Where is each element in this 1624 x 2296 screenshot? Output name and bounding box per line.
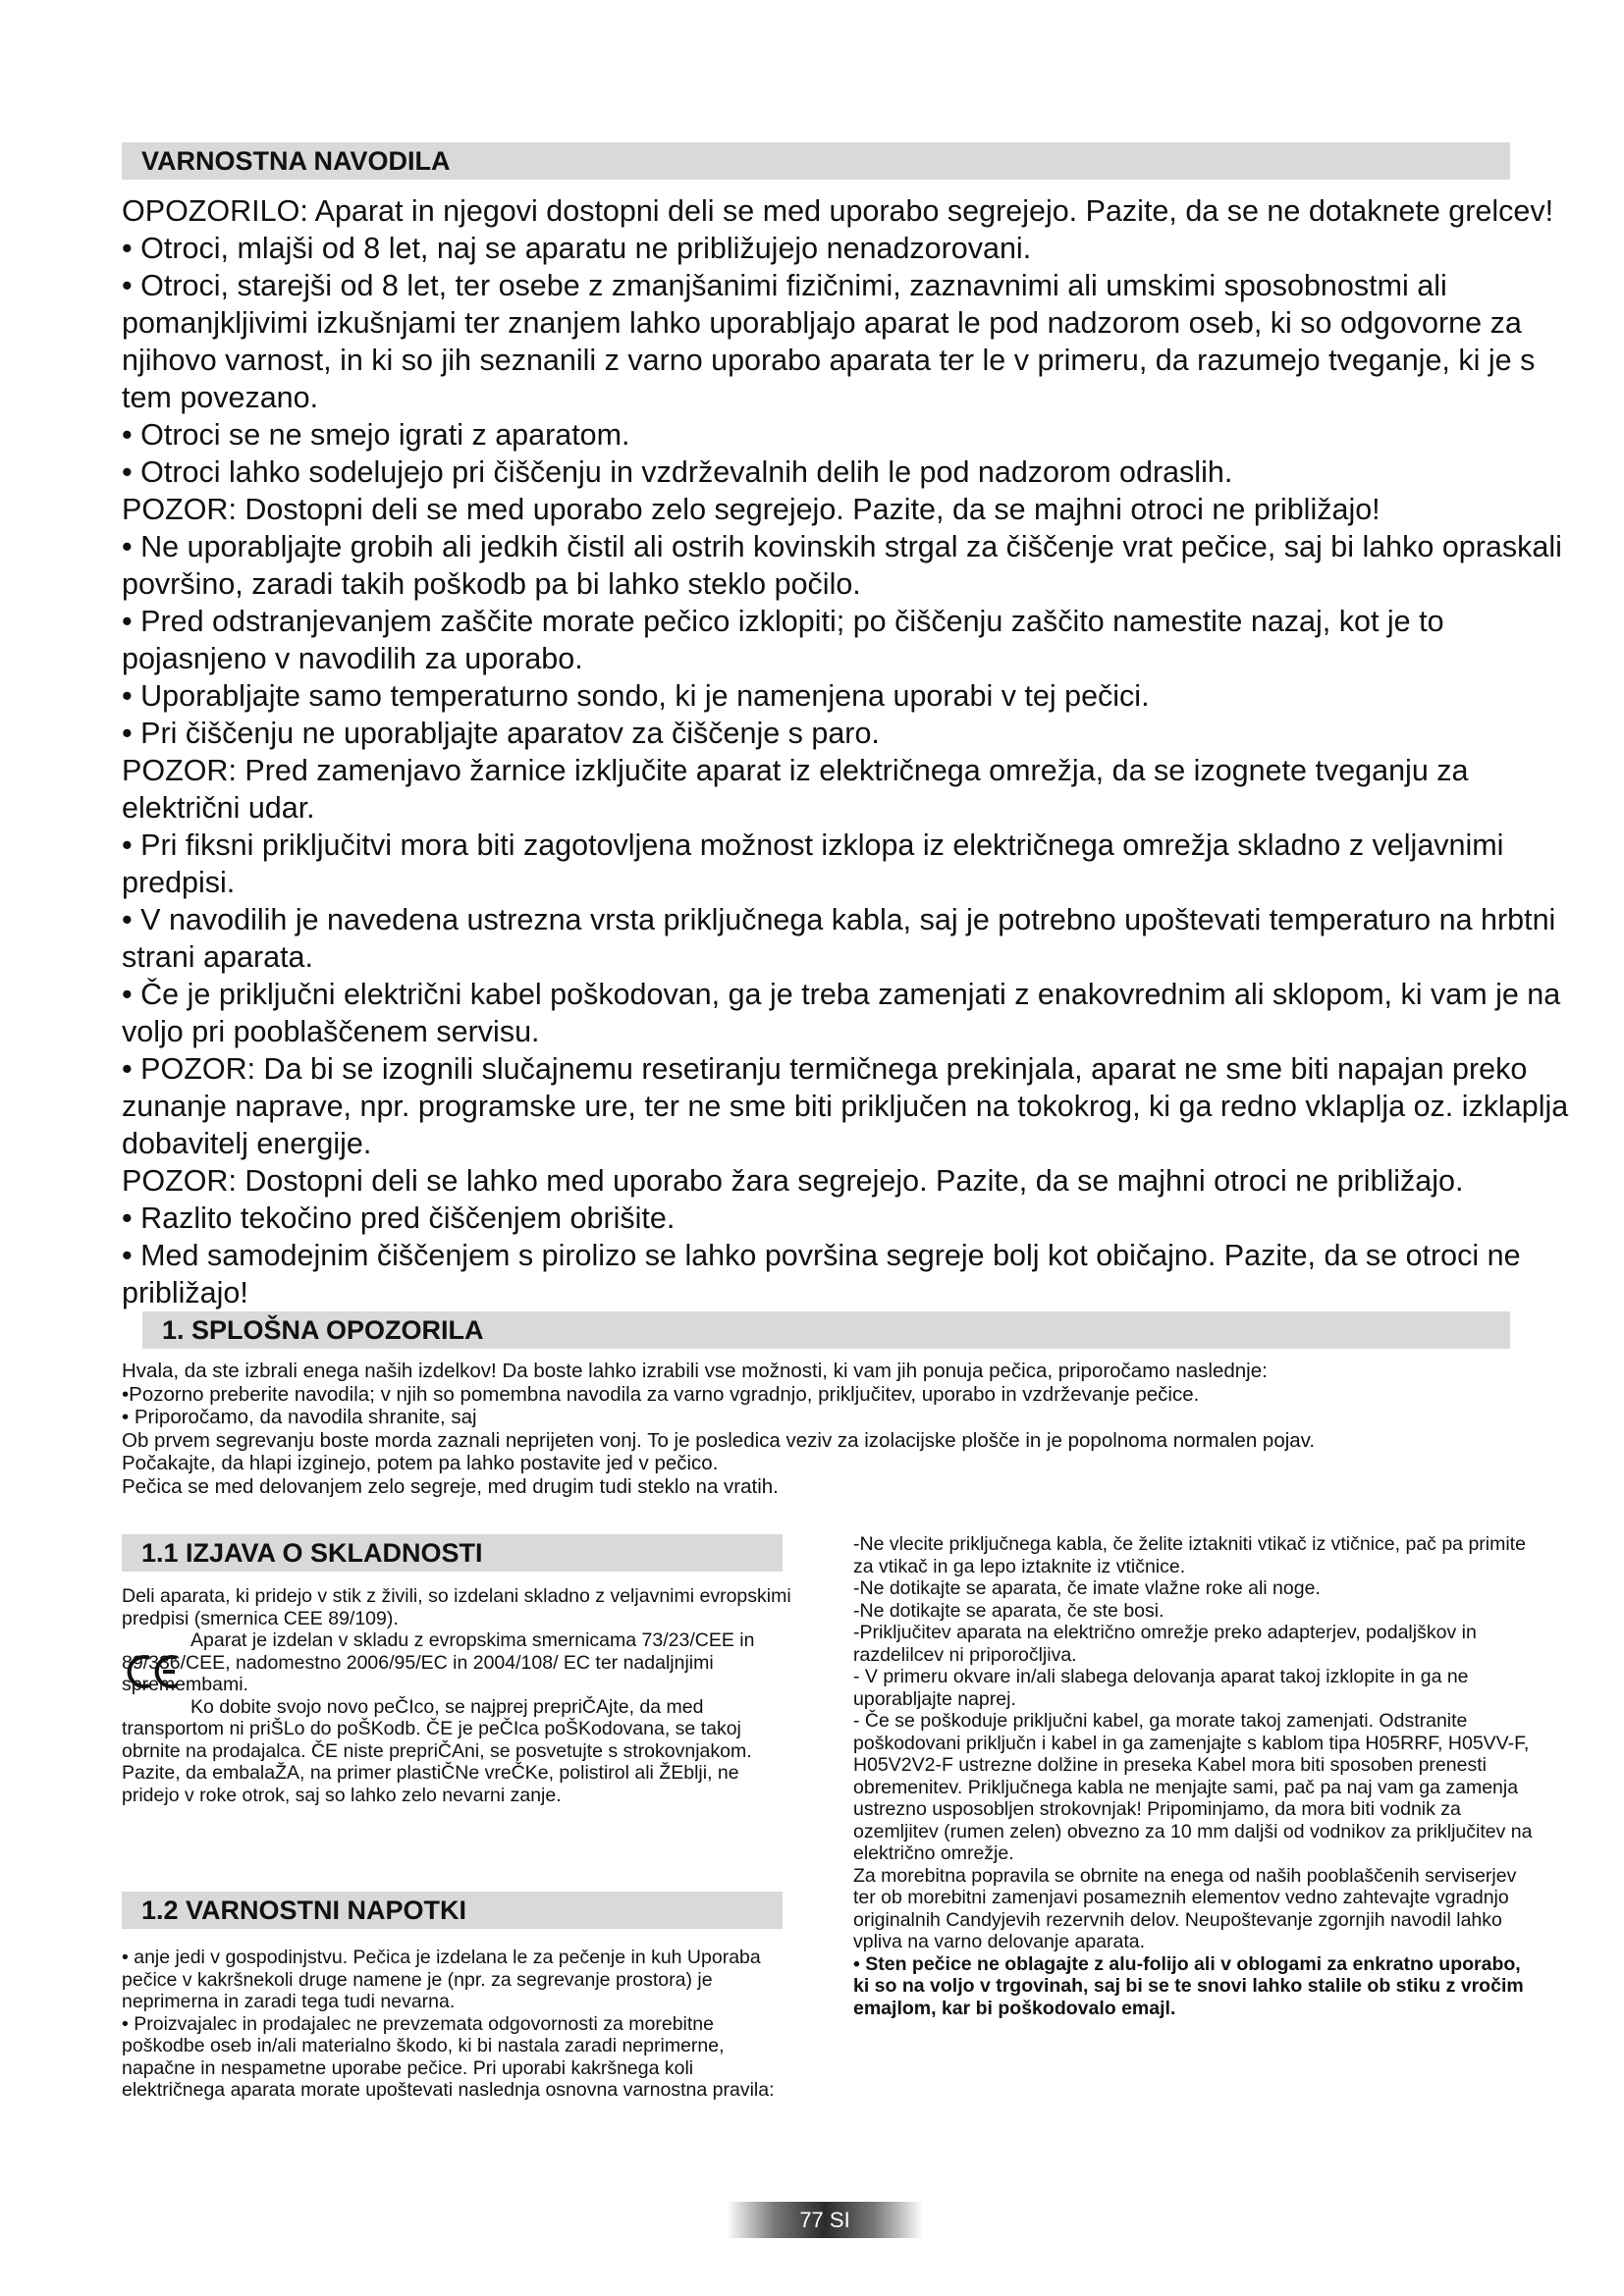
conformity-paragraph: Aparat je izdelan v skladu z evropskima smernicama 73/23/CEE in 89/336/CEE, nadomestno 2006/95/EC in 2004/108/ EC ter nadaljnjimi spremembami. [122, 1629, 755, 1695]
general-warning-line: •Pozorno preberite navodila; v njih so pomembna navodila za varno vgradnjo, priključitev, uporabo in vzdrževanje pečice. [122, 1382, 1200, 1406]
section-header-general-warnings: 1. SPLOŠNA OPOZORILA [142, 1311, 1510, 1349]
safety-paragraph: OPOZORILO: Aparat in njegovi dostopni deli se med uporabo segrejejo. Pazite, da se ne dotaknete grelcev! [122, 194, 1554, 228]
conformity-paragraph: Deli aparata, ki pridejo v stik z živili, so izdelani skladno z veljavnimi evropskimi predpisi (smernica CEE 89/109). [122, 1585, 791, 1629]
safety-tip-paragraph: • anje jedi v gospodinjstvu. Pečica je izdelana le za pečenje in kuh Uporaba pečice v kakršnekoli druge namene je (npr. za segrevanje prostora) je neprimerna in zaradi tega tudi nevarna. [122, 1947, 761, 2012]
general-warning-line: Ob prvem segrevanju boste morda zaznali neprijeten vonj. To je posledica veziv za izolacijske plošče in je popolnoma normalen pojav. [122, 1428, 1316, 1452]
section-header-conformity: 1.1 IZJAVA O SKLADNOSTI [122, 1534, 783, 1572]
conformity-paragraph: Ko dobite svojo novo peČIco, se najprej prepriČAjte, da med transportom ni priŠLo do poŠKodb. ČE je peČIca poŠKodovana, se takoj obrnite na prodajalca. ČE niste prepriČAni, se posvetujte s strokovnjakom. Pazite, da embalaŽA, na primer plastiČNe vreČKe, polistirol ali ŽEblji, ne pridejo v roke otrok, saj so lahko zelo nevarni zanje. [122, 1695, 752, 1806]
section-header-safety: VARNOSTNA NAVODILA [122, 142, 1510, 180]
safety-paragraph: • Uporabljajte samo temperaturno sondo, ki je namenjena uporabi v tej pečici. [122, 679, 1150, 713]
safety-paragraph: POZOR: Dostopni deli se lahko med uporabo žara segrejejo. Pazite, da se majhni otroci ne približajo. [122, 1164, 1464, 1198]
safety-tips-block [122, 1947, 799, 2102]
safety-paragraph: • Razlito tekočino pred čiščenjem obrišite. [122, 1201, 676, 1235]
safety-instructions-block [122, 192, 1575, 1311]
safety-paragraph: • Med samodejnim čiščenjem s pirolizo se lahko površina segreje bolj kot običajno. Pazite, da se otroci ne približajo! [122, 1239, 1521, 1309]
conformity-block [122, 1585, 799, 1806]
safety-paragraph: • Pri čiščenju ne uporabljajte aparatov za čiščenje s paro. [122, 717, 880, 750]
rule-paragraph: -Priključitev aparata na električno omrežje preko adapterjev, podaljškov in razdelilcev ni priporočljiva. [853, 1622, 1477, 1666]
rule-paragraph: -Ne dotikajte se aparata, če ste bosi. [853, 1599, 1164, 1622]
safety-paragraph: • Otroci, starejši od 8 let, ter osebe z zmanjšanimi fizičnimi, zaznavnimi ali umskimi sposobnostmi ali pomanjkljivimi izkušnjami ter znanjem lahko uporabljajo aparat le pod nadzorom oseb, ki so odgovorne za njihovo varnost, in ki so jih seznanili z varno uporabo aparata ter le v primeru, da razumejo tveganje, ki je s tem povezano. [122, 269, 1536, 414]
rule-paragraph: -Ne dotikajte se aparata, če imate vlažne roke ali noge. [853, 1577, 1321, 1599]
page-number: 77 SI [799, 2208, 850, 2232]
ce-mark-icon [126, 1652, 185, 1691]
general-warning-line: • Priporočamo, da navodila shranite, saj [122, 1406, 477, 1428]
safety-paragraph: • Otroci se ne smejo igrati z aparatom. [122, 418, 630, 452]
safety-paragraph: • Če je priključni električni kabel poškodovan, ga je treba zamenjati z enakovrednim ali sklopom, ki vam je na voljo pri pooblaščenem servisu. [122, 978, 1561, 1048]
safety-paragraph: POZOR: Pred zamenjavo žarnice izključite aparat iz električnega omrežja, da se izognete tveganju za električni udar. [122, 754, 1469, 825]
safety-paragraph: POZOR: Dostopni deli se med uporabo zelo segrejejo. Pazite, da se majhni otroci ne približajo! [122, 493, 1380, 526]
safety-paragraph: • Pri fiksni priključitvi mora biti zagotovljena možnost izklopa iz električnega omrežja skladno z veljavnimi predpisi. [122, 828, 1504, 899]
safety-paragraph: • Pred odstranjevanjem zaščite morate pečico izklopiti; po čiščenju zaščito namestite nazaj, kot je to pojasnjeno v navodilih za uporabo. [122, 605, 1444, 675]
right-column-rules [853, 1533, 1541, 2019]
safety-tip-paragraph: • Proizvajalec in prodajalec ne prevzemata odgovornosti za morebitne poškodbe oseb in/ali materialno škodo, ki bi nastala zaradi neprimerne, napačne in nespametne uporabe pečice. Pri uporabi kakršnega koli električnega aparata morate upoštevati naslednja osnovna varnostna pravila: [122, 2012, 775, 2101]
bold-warning-paragraph: • Sten pečice ne oblagajte z alu-folijo ali v oblogami za enkratno uporabo, ki so na voljo v trgovinah, saj bi se te snovi lahko stalile ob stiku z vročim emajlom, kar bi poškodovalo emajl. [853, 1952, 1524, 2019]
safety-paragraph: • Otroci lahko sodelujejo pri čiščenju in vzdrževalnih delih le pod nadzorom odraslih. [122, 455, 1233, 489]
general-warning-line: Hvala, da ste izbrali enega naših izdelkov! Da boste lahko izrabili vse možnosti, ki vam jih ponuja pečica, priporočamo naslednje: [122, 1360, 1268, 1382]
general-warnings-block [122, 1360, 1575, 1498]
safety-paragraph: • Otroci, mlajši od 8 let, naj se aparatu ne približujejo nenadzorovani. [122, 232, 1032, 265]
rule-paragraph: - Če se poškoduje priključni kabel, ga morate takoj zamenjati. Odstranite poškodovani priključn i kabel in ga zamenjajte s kablom tipa H05RRF, H05VV-F, H05V2V2-F ustrezne dolžine in preseka Kabel mora biti sposoben prenesti obremenitev. Priključnega kabla ne menjajte sami, pač pa naj vam ga zamenja ustrezno usposobljen strokovnjak! Pripominjamo, da mora biti vodnik za ozemljitev (rumen zelen) obvezno za 10 mm daljši od vodnikov za priključitev na električno omrežje. [853, 1710, 1533, 1864]
section-header-safety-tips: 1.2 VARNOSTNI NAPOTKI [122, 1892, 783, 1929]
safety-paragraph: • V navodilih je navedena ustrezna vrsta priključnega kabla, saj je potrebno upoštevati temperaturo na hrbtni strani aparata. [122, 903, 1556, 974]
rule-paragraph: Za morebitna popravila se obrnite na enega od naših pooblaščenih serviserjev ter ob morebitni zamenjavi posameznih elementov vedno zahtevajte vgradnjo originalnih Candyjevih rezervnih delov. Neupoštevanje zgornjih navodil lahko vpliva na varno delovanje aparata. [853, 1864, 1517, 1952]
rule-paragraph: -Ne vlecite priključnega kabla, če želite iztakniti vtikač iz vtičnice, pač pa primite za vtikač in ga lepo iztaknite iz vtičnice. [853, 1533, 1526, 1577]
general-warning-line: Pečica se med delovanjem zelo segreje, med drugim tudi steklo na vratih. [122, 1474, 779, 1498]
general-warning-line: Počakajte, da hlapi izginejo, potem pa lahko postavite jed v pečico. [122, 1452, 719, 1474]
safety-paragraph: • Ne uporabljajte grobih ali jedkih čistil ali ostrih kovinskih strgal za čiščenje vrat pečice, saj bi lahko opraskali površino, zaradi takih poškodb pa bi lahko steklo počilo. [122, 530, 1562, 601]
rule-paragraph: - V primeru okvare in/ali slabega delovanja aparat takoj izklopite in ga ne uporabljajte naprej. [853, 1666, 1469, 1710]
safety-paragraph: • POZOR: Da bi se izognili slučajnemu resetiranju termičnega prekinjala, aparat ne sme biti napajan preko zunanje naprave, npr. programske ure, ter ne sme biti priključen na tokokrog, ki ga redno vklaplja oz. izklaplja dobavitelj energije. [122, 1052, 1569, 1160]
